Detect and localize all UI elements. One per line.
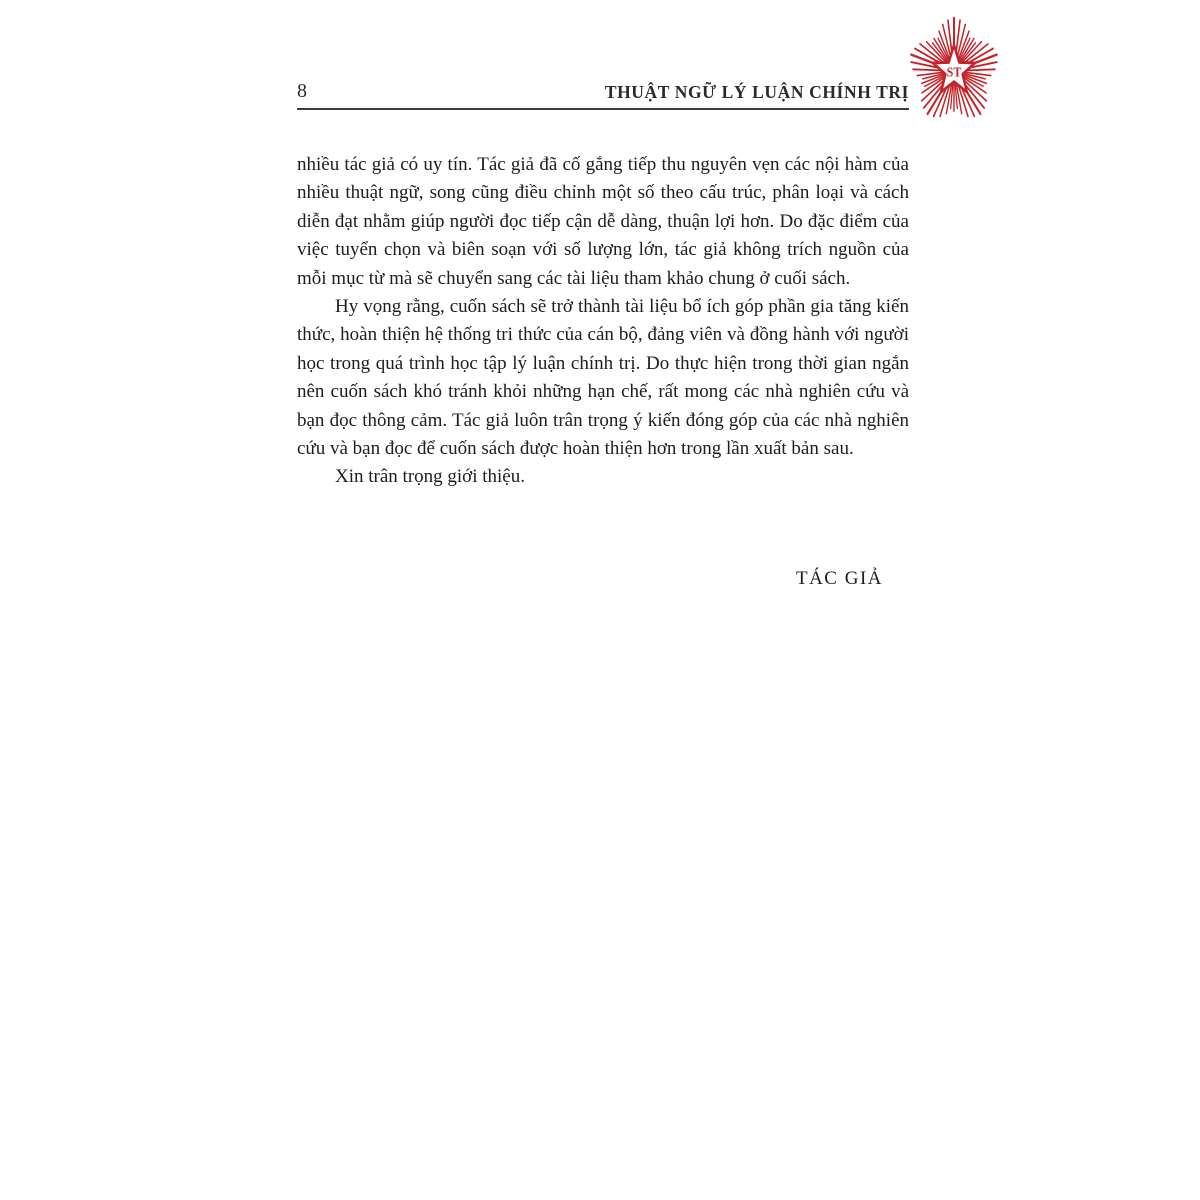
page-number: 8: [297, 80, 307, 102]
paragraph: Hy vọng rằng, cuốn sách sẽ trở thành tài liệu bổ ích góp phần gia tăng kiến thức, hoàn thiện hệ thống tri thức của cán bộ, đảng viên và đồng hành với người học trong quá trình học tập lý luận chính trị. Do thực hiện trong thời gian ngắn nên cuốn sách khó tránh khỏi những hạn chế, rất mong các nhà nghiên cứu và bạn đọc thông cảm. Tác giả luôn trân trọng ý kiến đóng góp của các nhà nghiên cứu và bạn đọc để cuốn sách được hoàn thiện hơn trong lần xuất bản sau.: [297, 296, 909, 460]
running-title: THUẬT NGỮ LÝ LUẬN CHÍNH TRỊ: [604, 82, 909, 102]
paragraph: Xin trân trọng giới thiệu.: [335, 466, 525, 488]
logo-monogram: ST: [946, 63, 962, 80]
publisher-star-logo-icon: [904, 12, 1004, 130]
running-header: [297, 80, 909, 110]
author-signature: TÁC GIẢ: [795, 568, 883, 589]
paragraph: nhiều tác giả có uy tín. Tác giả đã cố gắng tiếp thu nguyên vẹn các nội hàm của nhiều thuật ngữ, song cũng điều chỉnh một số theo cấu trúc, phân loại và cách diễn đạt nhằm giúp người đọc tiếp cận dễ dàng, thuận lợi hơn. Do đặc điểm của việc tuyển chọn và biên soạn với số lượng lớn, tác giả không trích nguồn của mỗi mục từ mà sẽ chuyển sang các tài liệu tham khảo chung ở cuối sách.: [297, 154, 909, 289]
body-text: [297, 151, 909, 492]
